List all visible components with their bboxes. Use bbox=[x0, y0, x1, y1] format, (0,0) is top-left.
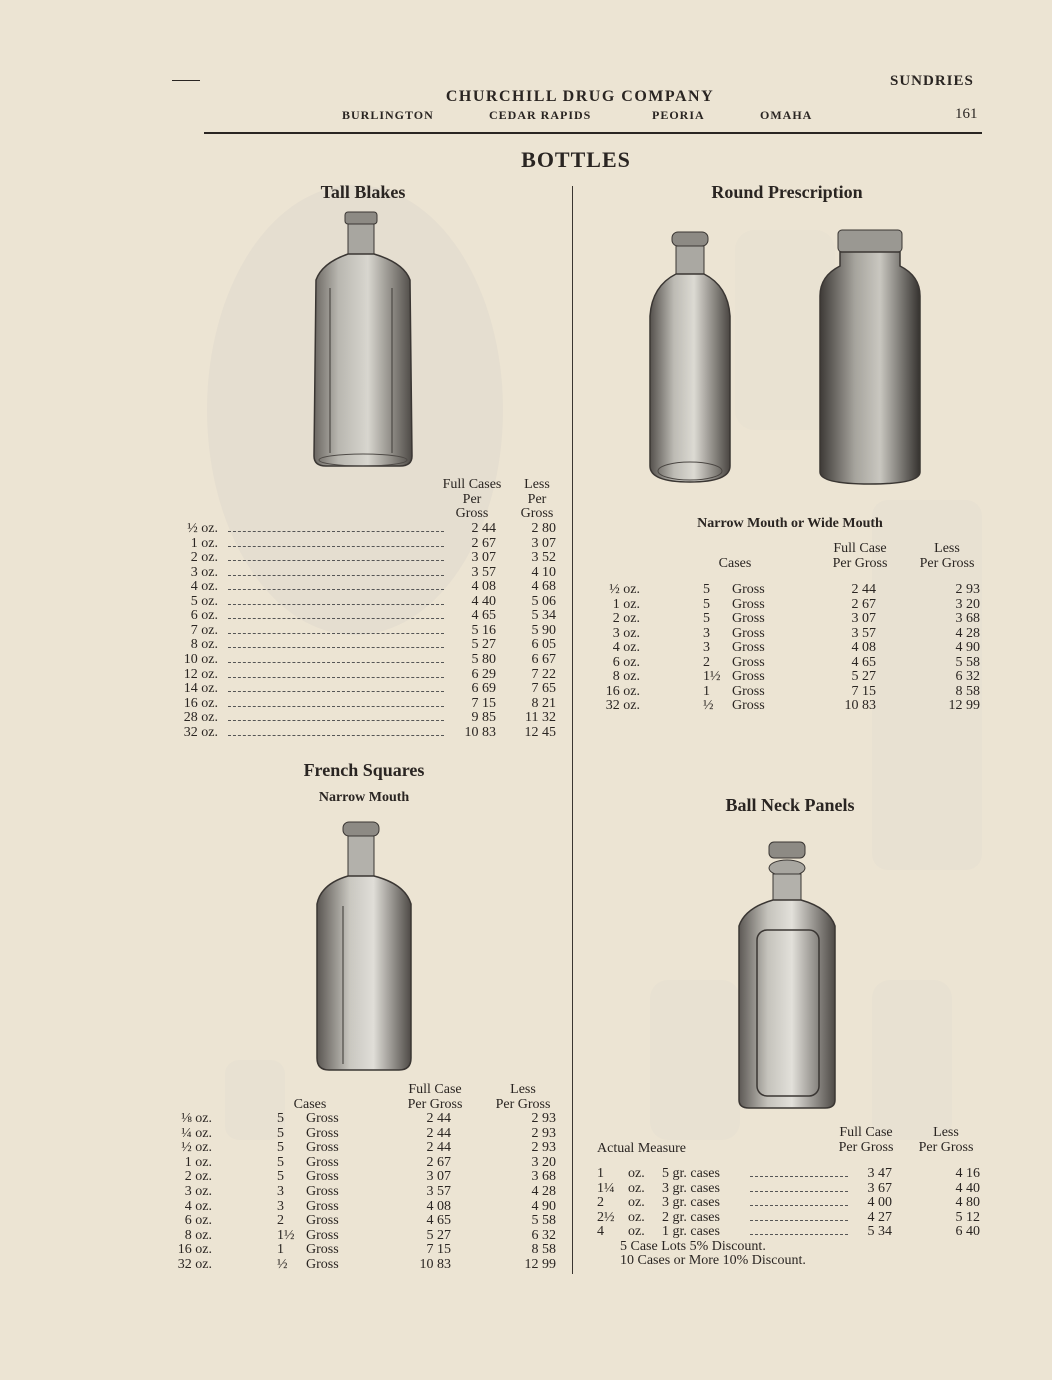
case-quantity: 2 gr. cases bbox=[662, 1209, 720, 1225]
full-case-price: 5 27 bbox=[851, 669, 876, 685]
round-prescription-row bbox=[0, 598, 1052, 613]
ball-neck-col-measure: Actual Measure bbox=[597, 1141, 687, 1156]
case-count: 1½ bbox=[703, 669, 721, 685]
leader-dots bbox=[228, 735, 444, 736]
full-case-price: 2 44 bbox=[851, 582, 876, 597]
size-label: 32 oz. bbox=[183, 724, 218, 740]
tall-blakes-col-full-1: Full Cases bbox=[442, 477, 502, 492]
case-count: 1 bbox=[277, 1242, 284, 1258]
less-price: 4 28 bbox=[531, 1184, 556, 1199]
full-case-price: 4 65 bbox=[426, 1213, 451, 1229]
less-price: 5 12 bbox=[955, 1209, 980, 1225]
round-prescription-col-less-1: Less bbox=[934, 541, 960, 556]
size-label: 1 oz. bbox=[190, 535, 218, 551]
case-unit: Gross bbox=[732, 698, 765, 714]
full-case-price: 6 69 bbox=[471, 681, 496, 697]
round-prescription-title: Round Prescription bbox=[711, 182, 863, 202]
size-label: 32 oz. bbox=[177, 1257, 212, 1272]
less-price: 5 06 bbox=[531, 593, 556, 609]
full-case-price: 4 65 bbox=[471, 608, 496, 624]
size-label: ½ oz. bbox=[181, 1140, 212, 1156]
size-label: 3 oz. bbox=[184, 1184, 212, 1199]
size-label: 32 oz. bbox=[605, 698, 640, 714]
case-unit: Gross bbox=[306, 1257, 339, 1272]
size-label: 5 oz. bbox=[190, 593, 218, 609]
case-count: 5 bbox=[703, 611, 710, 627]
less-price: 4 68 bbox=[531, 579, 556, 595]
less-price: 7 22 bbox=[531, 666, 556, 682]
full-case-price: 10 83 bbox=[464, 724, 496, 740]
tall-blakes-bottle-image bbox=[300, 208, 430, 478]
case-quantity: 3 gr. cases bbox=[662, 1180, 720, 1196]
full-case-price: 5 34 bbox=[867, 1224, 892, 1240]
less-price: 8 21 bbox=[531, 695, 556, 711]
tall-blakes-col-less-3: Gross bbox=[520, 506, 554, 521]
less-price: 6 32 bbox=[955, 669, 980, 685]
french-squares-col-full-2: Per Gross bbox=[407, 1096, 463, 1112]
size-label: 16 oz. bbox=[183, 695, 218, 711]
round-prescription-col-cases: Cases bbox=[718, 556, 752, 571]
ball-neck-col-less-1: Less bbox=[933, 1125, 959, 1140]
full-case-price: 5 80 bbox=[471, 651, 496, 667]
size-label: 8 oz. bbox=[184, 1227, 212, 1243]
full-case-price: 10 83 bbox=[844, 698, 876, 714]
full-case-price: 2 67 bbox=[426, 1154, 451, 1170]
round-prescription-row bbox=[0, 656, 1052, 671]
case-unit: Gross bbox=[306, 1213, 339, 1229]
size-label: 4 oz. bbox=[184, 1198, 212, 1214]
page-number: 161 bbox=[955, 106, 978, 122]
full-case-price: 4 65 bbox=[851, 654, 876, 670]
case-unit: Gross bbox=[732, 654, 765, 670]
less-price: 3 68 bbox=[531, 1169, 556, 1185]
case-unit: Gross bbox=[306, 1154, 339, 1170]
size-label: 1 oz. bbox=[184, 1154, 212, 1170]
full-case-price: 2 67 bbox=[851, 596, 876, 612]
size-label: 4 oz. bbox=[612, 640, 640, 656]
less-price: 11 32 bbox=[525, 710, 556, 726]
tall-blakes-col-full-3: Gross bbox=[455, 506, 489, 521]
size-label: ½ oz. bbox=[187, 521, 218, 536]
full-case-price: 2 44 bbox=[471, 521, 496, 536]
case-count: ½ bbox=[703, 698, 714, 714]
size-unit: oz. bbox=[628, 1180, 645, 1196]
size-number: 4 bbox=[597, 1224, 604, 1240]
size-unit: oz. bbox=[628, 1195, 645, 1211]
size-label: 6 oz. bbox=[612, 654, 640, 670]
size-number: 2 bbox=[597, 1195, 604, 1211]
case-unit: Gross bbox=[732, 669, 765, 685]
ball-neck-panels-row bbox=[0, 1211, 1052, 1226]
tall-blakes-col-full-2: Per bbox=[462, 491, 482, 507]
ball-neck-panels-bottle-image bbox=[725, 840, 845, 1115]
case-count: 5 bbox=[277, 1169, 284, 1185]
full-case-price: 7 15 bbox=[471, 695, 496, 711]
full-case-price: 3 57 bbox=[471, 564, 496, 580]
size-label: 2 oz. bbox=[184, 1169, 212, 1185]
case-count: 1½ bbox=[277, 1227, 295, 1243]
size-number: 2½ bbox=[597, 1209, 615, 1225]
full-case-price: 5 27 bbox=[471, 637, 496, 653]
size-label: 6 oz. bbox=[190, 608, 218, 624]
french-squares-subtitle: Narrow Mouth bbox=[318, 790, 410, 805]
size-label: 14 oz. bbox=[183, 681, 218, 697]
case-unit: Gross bbox=[732, 596, 765, 612]
leader-dots bbox=[228, 720, 444, 721]
case-unit: Gross bbox=[732, 611, 765, 627]
section-label: SUNDRIES bbox=[890, 73, 974, 89]
case-unit: Gross bbox=[306, 1169, 339, 1185]
round-prescription-col-less-2: Per Gross bbox=[919, 555, 975, 571]
french-squares-col-full-1: Full Case bbox=[408, 1082, 462, 1097]
case-unit: Gross bbox=[306, 1227, 339, 1243]
full-case-price: 4 08 bbox=[471, 579, 496, 595]
ball-neck-col-full-2: Per Gross bbox=[838, 1139, 894, 1155]
full-case-price: 3 07 bbox=[851, 611, 876, 627]
full-case-price: 3 07 bbox=[471, 550, 496, 566]
less-price: 4 90 bbox=[955, 640, 980, 656]
case-count: ½ bbox=[277, 1257, 288, 1272]
less-price: 12 45 bbox=[524, 724, 556, 740]
round-prescription-subtitle: Narrow Mouth or Wide Mouth bbox=[697, 516, 883, 531]
french-squares-col-less-2: Per Gross bbox=[495, 1096, 551, 1112]
case-unit: Gross bbox=[306, 1198, 339, 1214]
case-unit: Gross bbox=[306, 1111, 339, 1126]
ball-neck-discount-note-2: 10 Cases or More 10% Discount. bbox=[620, 1253, 806, 1268]
full-case-price: 4 08 bbox=[426, 1198, 451, 1214]
less-price: 4 80 bbox=[955, 1195, 980, 1211]
ball-neck-panels-row bbox=[0, 1225, 1052, 1240]
french-squares-row bbox=[0, 1112, 1052, 1127]
size-number: 1¼ bbox=[597, 1180, 615, 1196]
round-prescription-col-full-1: Full Case bbox=[833, 541, 887, 556]
french-squares-row bbox=[0, 1258, 1052, 1273]
full-case-price: 2 67 bbox=[471, 535, 496, 551]
less-price: 6 40 bbox=[955, 1224, 980, 1240]
company-name: CHURCHILL DRUG COMPANY bbox=[445, 88, 715, 105]
french-squares-col-cases: Cases bbox=[293, 1097, 327, 1112]
less-price: 12 99 bbox=[948, 698, 980, 714]
less-price: 12 99 bbox=[524, 1257, 556, 1272]
leader-dots bbox=[750, 1234, 848, 1235]
size-label: ½ oz. bbox=[609, 582, 640, 597]
french-squares-col-less-1: Less bbox=[510, 1082, 536, 1097]
round-prescription-col-full-2: Per Gross bbox=[832, 555, 888, 571]
french-squares-row bbox=[0, 1243, 1052, 1258]
ball-neck-panels-row bbox=[0, 1196, 1052, 1211]
full-case-price: 4 00 bbox=[867, 1195, 892, 1211]
round-prescription-row bbox=[0, 612, 1052, 627]
case-count: 3 bbox=[703, 625, 710, 641]
size-label: 16 oz. bbox=[177, 1242, 212, 1258]
case-unit: Gross bbox=[732, 625, 765, 641]
size-label: ⅛ oz. bbox=[181, 1111, 212, 1126]
size-label: 3 oz. bbox=[190, 564, 218, 580]
less-price: 2 93 bbox=[531, 1111, 556, 1126]
less-price: 4 40 bbox=[955, 1180, 980, 1196]
case-unit: Gross bbox=[732, 683, 765, 699]
size-label: 8 oz. bbox=[190, 637, 218, 653]
full-case-price: 3 57 bbox=[851, 625, 876, 641]
case-unit: Gross bbox=[306, 1140, 339, 1156]
less-price: 4 10 bbox=[531, 564, 556, 580]
tall-blakes-row bbox=[0, 726, 1052, 741]
size-label: 6 oz. bbox=[184, 1213, 212, 1229]
size-number: 1 bbox=[597, 1166, 604, 1181]
size-label: ¼ oz. bbox=[181, 1125, 212, 1141]
less-price: 2 93 bbox=[531, 1140, 556, 1156]
city-peoria: PEORIA bbox=[652, 108, 705, 122]
ball-neck-panels-title: Ball Neck Panels bbox=[725, 795, 855, 815]
page-title: BOTTLES bbox=[521, 147, 631, 172]
full-case-price: 2 44 bbox=[426, 1125, 451, 1141]
case-unit: Gross bbox=[732, 582, 765, 597]
leader-dots bbox=[750, 1176, 848, 1177]
case-count: 5 bbox=[277, 1154, 284, 1170]
size-unit: oz. bbox=[628, 1166, 645, 1181]
full-case-price: 6 29 bbox=[471, 666, 496, 682]
case-quantity: 1 gr. cases bbox=[662, 1224, 720, 1240]
french-squares-title: French Squares bbox=[303, 760, 425, 780]
less-price: 3 07 bbox=[531, 535, 556, 551]
less-price: 8 58 bbox=[531, 1242, 556, 1258]
less-price: 6 05 bbox=[531, 637, 556, 653]
city-omaha: OMAHA bbox=[760, 108, 813, 122]
case-unit: Gross bbox=[732, 640, 765, 656]
tall-blakes-col-less-2: Per bbox=[527, 491, 547, 507]
size-label: 1 oz. bbox=[612, 596, 640, 612]
round-prescription-bottles-image bbox=[640, 226, 930, 496]
leader-dots bbox=[750, 1220, 848, 1221]
leader-dots bbox=[750, 1205, 848, 1206]
city-cedar-rapids: CEDAR RAPIDS bbox=[489, 108, 592, 122]
full-case-price: 5 27 bbox=[426, 1227, 451, 1243]
full-case-price: 10 83 bbox=[419, 1257, 451, 1272]
full-case-price: 3 57 bbox=[426, 1184, 451, 1199]
case-count: 2 bbox=[277, 1213, 284, 1229]
size-unit: oz. bbox=[628, 1224, 645, 1240]
leader-dots bbox=[228, 546, 444, 547]
less-price: 6 32 bbox=[531, 1227, 556, 1243]
full-case-price: 2 44 bbox=[426, 1111, 451, 1126]
case-count: 3 bbox=[277, 1198, 284, 1214]
case-quantity: 3 gr. cases bbox=[662, 1195, 720, 1211]
less-price: 7 65 bbox=[531, 681, 556, 697]
less-price: 2 93 bbox=[955, 582, 980, 597]
city-burlington: BURLINGTON bbox=[342, 108, 434, 122]
case-count: 5 bbox=[703, 582, 710, 597]
leader-dots bbox=[228, 560, 444, 561]
full-case-price: 9 85 bbox=[471, 710, 496, 726]
leader-dots bbox=[750, 1191, 848, 1192]
full-case-price: 4 08 bbox=[851, 640, 876, 656]
round-prescription-row bbox=[0, 666, 1052, 685]
case-count: 5 bbox=[703, 596, 710, 612]
less-price: 3 52 bbox=[531, 550, 556, 566]
size-label: 4 oz. bbox=[190, 579, 218, 595]
full-case-price: 3 47 bbox=[867, 1166, 892, 1181]
ball-neck-col-less-2: Per Gross bbox=[918, 1139, 974, 1155]
case-count: 5 bbox=[277, 1111, 284, 1126]
size-label: 10 oz. bbox=[183, 651, 218, 667]
size-label: 3 oz. bbox=[612, 625, 640, 641]
case-unit: Gross bbox=[306, 1242, 339, 1258]
less-price: 4 90 bbox=[531, 1198, 556, 1214]
size-unit: oz. bbox=[628, 1209, 645, 1225]
size-label: 16 oz. bbox=[605, 683, 640, 699]
full-case-price: 7 15 bbox=[851, 683, 876, 699]
full-case-price: 2 44 bbox=[426, 1140, 451, 1156]
less-price: 6 67 bbox=[531, 651, 556, 667]
less-price: 3 20 bbox=[531, 1154, 556, 1170]
less-price: 2 80 bbox=[531, 521, 556, 536]
size-label: 8 oz. bbox=[612, 669, 640, 685]
less-price: 5 58 bbox=[531, 1213, 556, 1229]
ball-neck-discount-note-1: 5 Case Lots 5% Discount. bbox=[620, 1239, 766, 1254]
case-count: 3 bbox=[703, 640, 710, 656]
less-price: 5 90 bbox=[531, 622, 556, 638]
less-price: 4 16 bbox=[955, 1166, 980, 1181]
leader-dots bbox=[228, 575, 444, 576]
round-prescription-row bbox=[0, 685, 1052, 700]
case-unit: Gross bbox=[306, 1125, 339, 1141]
case-count: 2 bbox=[703, 654, 710, 670]
tall-blakes-title: Tall Blakes bbox=[320, 182, 406, 202]
size-label: 7 oz. bbox=[190, 622, 218, 638]
case-unit: Gross bbox=[306, 1184, 339, 1199]
round-prescription-row bbox=[0, 695, 1052, 714]
full-case-price: 5 16 bbox=[471, 622, 496, 638]
case-count: 5 bbox=[277, 1125, 284, 1141]
ball-neck-col-full-1: Full Case bbox=[839, 1125, 893, 1140]
french-squares-bottle-image bbox=[305, 818, 425, 1078]
size-label: 12 oz. bbox=[183, 666, 218, 682]
size-label: 28 oz. bbox=[183, 710, 218, 726]
full-case-price: 3 07 bbox=[426, 1169, 451, 1185]
ball-neck-panels-row bbox=[0, 1167, 1052, 1182]
ball-neck-panels-row bbox=[0, 1182, 1052, 1197]
less-price: 2 93 bbox=[531, 1125, 556, 1141]
round-prescription-row bbox=[0, 583, 1052, 598]
less-price: 5 58 bbox=[955, 654, 980, 670]
full-case-price: 7 15 bbox=[426, 1242, 451, 1258]
round-prescription-row bbox=[0, 627, 1052, 642]
less-price: 8 58 bbox=[955, 683, 980, 699]
round-prescription-row bbox=[0, 641, 1052, 656]
less-price: 5 34 bbox=[531, 608, 556, 624]
case-count: 3 bbox=[277, 1184, 284, 1199]
case-quantity: 5 gr. cases bbox=[662, 1166, 720, 1181]
size-label: 2 oz. bbox=[612, 611, 640, 627]
full-case-price: 4 40 bbox=[471, 593, 496, 609]
leader-dots bbox=[228, 531, 444, 532]
less-price: 4 28 bbox=[955, 625, 980, 641]
less-price: 3 20 bbox=[955, 596, 980, 612]
less-price: 3 68 bbox=[955, 611, 980, 627]
tall-blakes-col-less-1: Less bbox=[524, 477, 550, 492]
case-count: 5 bbox=[277, 1140, 284, 1156]
full-case-price: 4 27 bbox=[867, 1209, 892, 1225]
full-case-price: 3 67 bbox=[867, 1180, 892, 1196]
size-label: 2 oz. bbox=[190, 550, 218, 566]
case-count: 1 bbox=[703, 683, 710, 699]
